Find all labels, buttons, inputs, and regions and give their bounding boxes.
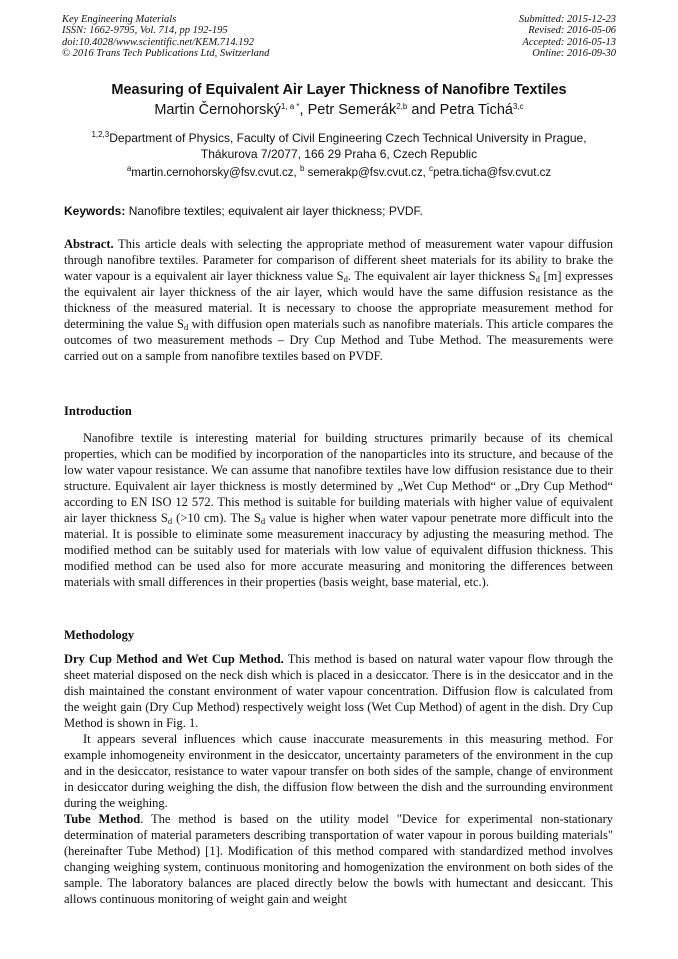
abstract-label: Abstract. xyxy=(64,237,114,251)
paper-title: Measuring of Equivalent Air Layer Thickness of Nanofibre Textiles xyxy=(111,82,567,98)
section-heading-introduction: Introduction xyxy=(64,404,132,418)
abstract-text-1: This article deals with selecting the appropriate method of measurement water vapour diffusion through nanofibre textiles. Parameter for comparison of different sheet materials for its ability to brake the water vapour is a equivalent air layer thickness value S xyxy=(64,237,613,283)
methodology-paragraph-3: . The method is based on the utility model "Device for experimental non-stationary determination of material parameters describing transportation of water vapour in porous building materials" (hereinafter Tube Method) [1]. Modification of this method compared with standardized method involves changing weighing system, continuous monitoring and homogenization the environment on both sides of the sample. The laboratory balances are placed directly below the bowls with humectant and desiccant. This allows continuous monitoring of weight gain and weight xyxy=(64,812,613,906)
section-heading-methodology: Methodology xyxy=(64,628,135,642)
doi-line: doi:10.4028/www.scientific.net/KEM.714.192 xyxy=(62,36,254,48)
copyright-line: © 2016 Trans Tech Publications Ltd, Switzerland xyxy=(62,47,270,59)
author-2: , Petr Semerák xyxy=(299,102,397,118)
sd-subscript: d xyxy=(183,322,189,332)
keywords-text: Nanofibre textiles; equivalent air layer thickness; PVDF. xyxy=(128,204,423,218)
email-a[interactable]: martin.cernohorsky@fsv.cvut.cz, xyxy=(131,167,300,179)
sd-subscript: d xyxy=(167,516,173,526)
affiliation-marker: 1,2,3 xyxy=(91,130,110,139)
methodology-section xyxy=(64,651,613,907)
journal-info xyxy=(62,14,269,59)
online-date: Online: 2016-09-30 xyxy=(532,47,616,59)
dry-cup-label: Dry Cup Method and Wet Cup Method. xyxy=(64,652,284,666)
email-b-marker: b xyxy=(299,164,305,173)
author-3: and Petra Tichá xyxy=(407,102,513,118)
email-c[interactable]: petra.ticha@fsv.cvut.cz xyxy=(432,167,552,179)
abstract-text-2: . The equivalent air layer thickness S xyxy=(347,269,536,283)
affiliation xyxy=(0,131,678,162)
author-line xyxy=(0,102,678,118)
email-a-marker: a xyxy=(126,164,132,173)
author-3-marker: 3,c xyxy=(512,102,524,111)
accepted-date: Accepted: 2016-05-13 xyxy=(522,36,616,48)
introduction-text-3: value is higher when water vapour penetrate more difficult into the material. It is possible to eliminate some measurement inaccuracy by adjusting the measuring method. The modified method can be suitably used for materials with low value of equivalent diffusion thickness. This modified method can be used also for more accurate measuring and monitoring the differences between materials with small differences in their properties (basis weight, base material, etc.). xyxy=(64,511,613,589)
sd-subscript: d xyxy=(343,274,348,284)
author-1-marker: 1, a * xyxy=(280,102,300,111)
abstract-text-4: with diffusion open materials such as nanofibre materials. This article compares the outcomes of two measurement methods – Dry Cup Method and Tube Method. The measurements were carried out on a sample from nanofibre textiles based on PVDF. xyxy=(64,317,613,363)
introduction-text-1: Nanofibre textile is interesting material for building structures primarily because of its chemical properties, which can be modified by incorporation of the nanoparticles into its structure, and because of the low water vapour resistance. We can assume that nanofibre textiles have low diffusion resistance due to their structure. Equivalent air layer thickness is mostly determined by „Wet Cup Method“ or „Dry Cup Method“ according to EN ISO 12 572. This method is suitable for building materials with higher value of equivalent air layer thickness S xyxy=(64,431,613,525)
introduction-section xyxy=(64,430,613,590)
affiliation-line-2: Thákurova 7/2077, 166 29 Praha 6, Czech Republic xyxy=(200,146,478,161)
email-c-marker: c xyxy=(428,164,433,173)
author-1: Martin Černohorský xyxy=(154,102,281,118)
methodology-paragraph-2: It appears several influences which cause inaccurate measurements in this measuring method. For example inhomogeneity environment in the desiccator, uncertainty parameters of the environment in the cup and in the desiccator, resistance to water vapour transfer on both sides of the sample, change of environment in desiccator during weighing the dish, the diffusion flow between the dish and the surrounding environment during the weighing. xyxy=(64,732,613,810)
email-b[interactable]: semerakp@fsv.cvut.cz, xyxy=(304,167,429,179)
affiliation-line-1: Department of Physics, Faculty of Civil Engineering Czech Technical University in Prague, xyxy=(109,131,587,145)
abstract xyxy=(64,236,613,364)
publication-dates xyxy=(519,14,616,59)
tube-method-label: Tube Method xyxy=(64,812,141,826)
issn-line: ISSN: 1662-9795, Vol. 714, pp 192-195 xyxy=(62,25,228,37)
keywords xyxy=(64,204,423,218)
sd-subscript: d xyxy=(535,274,540,284)
author-emails xyxy=(0,164,678,179)
abstract-text-3: [m] expresses the equivalent air layer thickness of the air layer, which would have the same diffusion resistance as the thickness of the measured material. It is necessary to choose the appropriate measurement method for determining the value S xyxy=(64,269,613,331)
introduction-text-2: (>10 cm). The S xyxy=(172,511,261,525)
journal-name: Key Engineering Materials xyxy=(62,14,177,25)
submitted-date: Submitted: 2015-12-23 xyxy=(518,14,616,25)
revised-date: Revised: 2016-05-06 xyxy=(528,25,616,37)
methodology-paragraph-1: This method is based on natural water vapour flow through the sheet material disposed on the neck dish which is placed in a desiccator. There is in the desiccator and in the dish maintained the constant environment of water vapour concentration. Diffusion flow is calculated from the weight gain (Dry Cup Method) respectively weight loss (Wet Cup Method) of agent in the dish. Dry Cup Method is shown in Fig. 1. xyxy=(64,652,613,730)
keywords-label: Keywords: xyxy=(64,204,126,218)
author-2-marker: 2,b xyxy=(396,102,408,111)
sd-subscript: d xyxy=(260,516,266,526)
